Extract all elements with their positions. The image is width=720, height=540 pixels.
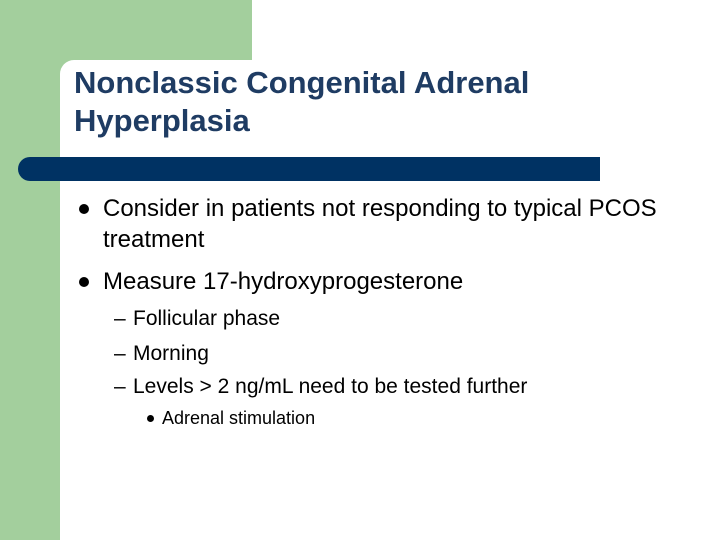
bullet-dot-icon bbox=[79, 277, 89, 287]
bullet-dot-icon bbox=[79, 204, 89, 214]
sub-sub-bullet-text: Adrenal stimulation bbox=[162, 408, 316, 428]
dash-bullet-icon: – bbox=[114, 342, 126, 365]
dash-bullet-icon: – bbox=[114, 375, 126, 398]
sub-bullet-text: Follicular phase bbox=[133, 307, 281, 330]
slide-title: Nonclassic Congenital Adrenal Hyperplasia bbox=[74, 65, 530, 138]
bullet-dot-icon bbox=[147, 415, 154, 422]
bullet-text: Measure 17-hydroxyprogesterone bbox=[103, 268, 464, 295]
sub-bullet-text: Morning bbox=[133, 342, 209, 365]
sub-bullet-text: Levels > 2 ng/mL need to be tested further bbox=[133, 375, 528, 398]
dash-bullet-icon: – bbox=[114, 307, 126, 330]
bullet-text: Consider in patients not responding to typical PCOS treatment bbox=[103, 195, 657, 253]
